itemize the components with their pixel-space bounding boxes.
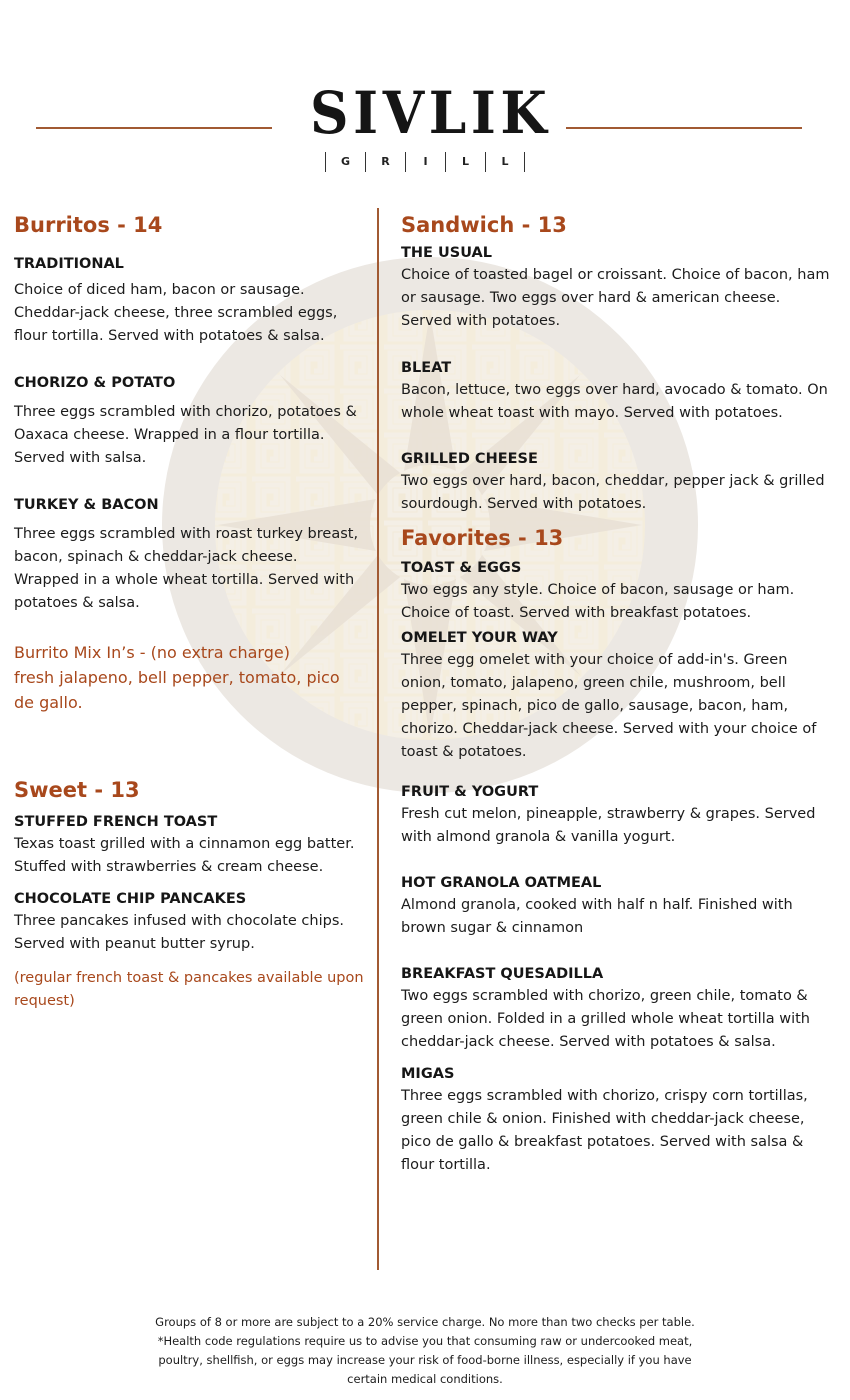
menu-item-name: STUFFED FRENCH TOAST [14,814,218,830]
footer-line: certain medical conditions. [347,1372,503,1386]
logo-letter: R [365,152,405,172]
logo-letter: G [325,152,365,172]
header-rule-left [36,127,272,129]
menu-item-name: HOT GRANOLA OATMEAL [401,875,602,891]
footer-line: poultry, shellfish, or eggs may increase your risk of food-borne illness, especially if you have [158,1353,692,1367]
logo-letter: L [485,152,525,172]
menu-item-desc: Two eggs over hard, bacon, cheddar, pepper jack & grilled sourdough. Served with potatoes. [401,473,825,512]
menu-item-name: THE USUAL [401,245,492,261]
menu-item-name: CHOCOLATE CHIP PANCAKES [14,891,247,907]
burritos-section [14,208,364,715]
menu-item-name: TRADITIONAL [14,256,124,272]
menu-item-desc: Three eggs scrambled with chorizo, potatoes & Oaxaca cheese. Wrapped in a flour tortilla. Served with salsa. [14,404,357,466]
favorites-section [401,521,833,1177]
menu-item-name: OMELET YOUR WAY [401,630,558,646]
logo-letter: L [445,152,485,172]
logo-letter: I [405,152,445,172]
menu-item-desc: Choice of toasted bagel or croissant. Choice of bacon, ham or sausage. Two eggs over hard & american cheese. Served with potatoes. [401,267,830,329]
menu-item-name: TOAST & EGGS [401,560,522,576]
sandwich-section [401,208,833,516]
menu-item-name: GRILLED CHEESE [401,451,538,467]
header-rule-right [566,127,802,129]
menu-item-name: CHORIZO & POTATO [14,375,176,391]
menu-item-desc: Texas toast grilled with a cinnamon egg batter. Stuffed with strawberries & cream cheese. [14,836,355,875]
menu-item-desc: Two eggs any style. Choice of bacon, sausage or ham. Choice of toast. Served with breakfast potatoes. [401,582,795,621]
menu-item-desc: Fresh cut melon, pineapple, strawberry & grapes. Served with almond granola & vanilla yogurt. [401,806,816,845]
menu-item-name: BREAKFAST QUESADILLA [401,966,604,982]
menu-item-desc: Choice of diced ham, bacon or sausage. Cheddar-jack cheese, three scrambled eggs, flour tortilla. Served with potatoes & salsa. [14,282,338,344]
menu-item-name: MIGAS [401,1066,455,1082]
sweet-note: (regular french toast & pancakes available upon request) [14,970,364,1009]
logo-subtitle [300,152,550,172]
menu-item-desc: Three eggs scrambled with chorizo, crispy corn tortillas, green chile & onion. Finished with cheddar-jack cheese, pico de gallo & breakfast potatoes. Served with salsa & flour tortilla. [401,1088,808,1173]
menu-item-desc: Three pancakes infused with chocolate chips. Served with peanut butter syrup. [14,913,344,952]
sweet-section [14,773,364,1013]
logo-title: SIVLIK [310,79,552,147]
menu-item-desc: Three egg omelet with your choice of add-in's. Green onion, tomato, jalapeno, green chile, mushroom, bell pepper, spinach, pico de gallo, sausage, bacon, ham, chorizo. Cheddar-jack cheese. Served with your choice of toast & potatoes. [401,652,817,760]
burrito-mixin-title: Burrito Mix In’s - (no extra charge) [14,643,290,662]
menu-item-name: BLEAT [401,360,452,376]
footer-line: *Health code regulations require us to advise you that consuming raw or undercooked meat, [157,1334,693,1348]
section-title-sandwich: Sandwich - 13 [401,213,567,237]
menu-item-name: TURKEY & BACON [14,497,159,513]
menu-item-desc: Three eggs scrambled with roast turkey breast, bacon, spinach & cheddar-jack cheese. Wrapped in a whole wheat tortilla. Served with potatoes & salsa. [14,526,359,611]
footer-line: Groups of 8 or more are subject to a 20% service charge. No more than two checks per table. [155,1315,695,1329]
left-column [14,208,364,1013]
menu-item-desc: Almond granola, cooked with half n half. Finished with brown sugar & cinnamon [401,897,793,936]
burrito-mixin-options: fresh jalapeno, bell pepper, tomato, pico de gallo. [14,668,340,712]
column-divider [377,208,379,1270]
section-title-favorites: Favorites - 13 [401,526,564,550]
menu-item-name: FRUIT & YOGURT [401,784,539,800]
footer-disclaimer [0,1313,850,1389]
section-title-sweet: Sweet - 13 [14,778,140,802]
restaurant-logo [300,78,550,172]
right-column [401,208,833,1177]
menu-item-desc: Bacon, lettuce, two eggs over hard, avocado & tomato. On whole wheat toast with mayo. Served with potatoes. [401,382,828,421]
section-title-burritos: Burritos - 14 [14,213,163,237]
menu-item-desc: Two eggs scrambled with chorizo, green chile, tomato & green onion. Folded in a grilled whole wheat tortilla with cheddar-jack cheese. Served with potatoes & salsa. [401,988,811,1050]
